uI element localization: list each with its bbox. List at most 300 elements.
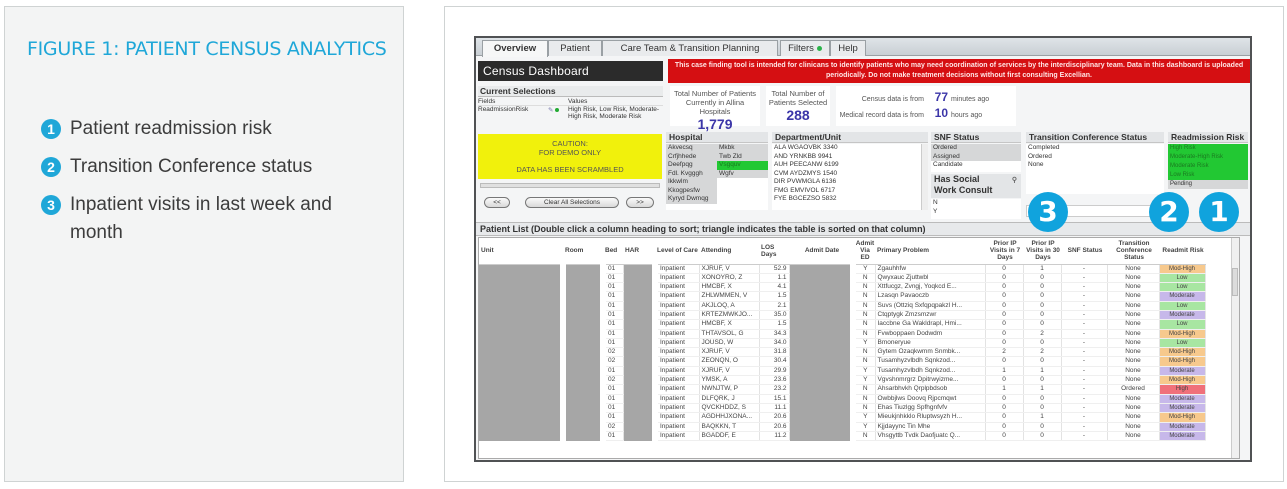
stat-label: Total Number of Patients Currently in Allina Hospitals — [673, 89, 757, 116]
har-cell — [623, 264, 655, 441]
prior-7-cell: 1 — [985, 385, 1023, 394]
los-cell: 35.0 — [759, 310, 789, 319]
risk-badge: Moderate — [1160, 395, 1205, 403]
level-of-care-cell: Inpatient — [655, 422, 699, 431]
transition-cell: None — [1107, 283, 1159, 292]
readmit-risk-cell — [1159, 329, 1205, 338]
transition-cell: None — [1107, 301, 1159, 310]
snf-cell: - — [1061, 264, 1107, 273]
tab-patient[interactable] — [548, 40, 602, 56]
prior-7-cell: 0 — [985, 422, 1023, 431]
primary-problem-cell: Iaccbne Ga Wakldrapl, Hmi... — [875, 320, 985, 329]
selection-row[interactable] — [478, 106, 663, 120]
warning-banner: This case finding tool is intended for clinicans to identify patients who may need coordination of services by the interdisciplinary team. Data in this dashboard is uploaded periodically. Do not make treatment decisions without first consulting Excellian. — [668, 59, 1250, 83]
admit-via-ed-cell: Y — [853, 366, 875, 375]
attending-cell: HMCBF, X — [699, 283, 759, 292]
tab-label: Filters — [788, 43, 814, 54]
transition-cell: None — [1107, 348, 1159, 357]
admit-date-cell — [789, 264, 853, 441]
level-of-care-cell: Inpatient — [655, 264, 699, 273]
selected-patients-stat — [766, 86, 830, 126]
readmission-option-selected[interactable]: Moderate-High Risk — [1168, 153, 1248, 162]
bed-cell: 01 — [603, 273, 623, 282]
primary-problem-cell: Tusamhyzvlbdh Sqnkzod... — [875, 357, 985, 366]
level-of-care-cell: Inpatient — [655, 338, 699, 347]
primary-problem-cell: Vhsgyttb Tvdk Daofjuatc Q... — [875, 431, 985, 440]
hospital-filter-header: Hospital — [666, 132, 768, 143]
prior-7-cell: 1 — [985, 366, 1023, 375]
back-button[interactable]: << — [484, 197, 510, 208]
admit-via-ed-cell: N — [853, 283, 875, 292]
col-header-unit[interactable]: Unit — [479, 238, 563, 264]
department-listbox — [772, 144, 928, 210]
callout-3-icon: 3 — [1028, 192, 1068, 232]
bed-cell: 01 — [603, 310, 623, 319]
transition-option[interactable]: Ordered — [1028, 152, 1052, 160]
prior-30-cell: 1 — [1023, 385, 1061, 394]
los-cell: 52.9 — [759, 264, 789, 273]
hospital-option[interactable]: Ikkwlm — [666, 178, 717, 187]
readmit-risk-cell — [1159, 338, 1205, 347]
attending-cell: THTAVSOL, G — [699, 329, 759, 338]
los-cell: 4.1 — [759, 283, 789, 292]
snf-cell: - — [1061, 422, 1107, 431]
transition-option[interactable]: None — [1028, 161, 1044, 168]
department-option[interactable]: DIR PVWMGLA 6136 — [774, 178, 837, 185]
scrollbar-thumb[interactable] — [1232, 268, 1238, 296]
snf-option[interactable]: Ordered — [931, 144, 1021, 153]
transition-cell: None — [1107, 320, 1159, 329]
snf-cell: - — [1061, 357, 1107, 366]
department-option[interactable]: AND YRNKBB 9941 — [774, 152, 833, 160]
hospital-option[interactable]: Fdl. Kvgggh — [666, 170, 717, 179]
snf-cell: - — [1061, 273, 1107, 282]
prior-7-cell: 0 — [985, 357, 1023, 366]
prior-30-cell: 0 — [1023, 338, 1061, 347]
number-2-badge-icon: 2 — [41, 157, 61, 177]
snf-option[interactable]: Assigned — [931, 153, 1021, 162]
level-of-care-cell: Inpatient — [655, 357, 699, 366]
snf-cell: - — [1061, 320, 1107, 329]
department-option[interactable]: CVM AYDZMYS 1540 — [774, 169, 838, 177]
prior-7-cell: 0 — [985, 431, 1023, 440]
transition-cell: None — [1107, 394, 1159, 403]
snf-cell: - — [1061, 376, 1107, 385]
risk-badge: Moderate — [1160, 367, 1205, 375]
risk-badge: Mod-High — [1160, 376, 1205, 384]
unit-cell — [479, 264, 563, 441]
patient-list-header: Patient List (Double click a column heading to sort; triangle indicates the table is sorted on that column) — [476, 222, 1250, 236]
total-patients-stat — [670, 86, 760, 132]
legend-text: Transition Conference status — [70, 156, 313, 177]
prior-7-cell: 0 — [985, 301, 1023, 310]
bed-cell: 01 — [603, 366, 623, 375]
bed-cell: 01 — [603, 431, 623, 440]
primary-problem-cell: Bmoneryue — [875, 338, 985, 347]
admit-via-ed-cell: Y — [853, 338, 875, 347]
transition-listbox — [1026, 144, 1164, 194]
readmission-filter-header: Readmission Risk — [1168, 132, 1248, 143]
hospital-option-selected[interactable]: Vsgquv — [717, 161, 768, 170]
attending-cell: JOUSD, W — [699, 338, 759, 347]
department-option[interactable]: FYE BGCEZSO 5832 — [774, 195, 837, 202]
active-filter-dot-icon — [817, 46, 822, 51]
risk-badge: Mod-High — [1160, 265, 1205, 273]
los-cell: 23.6 — [759, 376, 789, 385]
readmission-option[interactable]: Pending — [1168, 180, 1248, 189]
col-header-snf[interactable]: SNF Status — [1061, 238, 1107, 264]
los-cell: 23.2 — [759, 385, 789, 394]
transition-filter-header: Transition Conference Status — [1026, 132, 1164, 143]
clear-all-selections-button[interactable]: Clear All Selections — [525, 197, 619, 208]
tab-filters[interactable] — [780, 40, 830, 56]
snf-cell: - — [1061, 348, 1107, 357]
snf-cell: - — [1061, 366, 1107, 375]
level-of-care-cell: Inpatient — [655, 348, 699, 357]
caution-line: FOR DEMO ONLY — [538, 148, 602, 157]
callout-1-icon: 1 — [1199, 192, 1239, 232]
readmit-risk-cell — [1159, 385, 1205, 394]
eraser-icon[interactable]: ✎ — [548, 107, 554, 114]
col-header-level-of-care[interactable]: Level of Care — [655, 238, 699, 264]
prior-7-cell: 0 — [985, 329, 1023, 338]
transition-cell: None — [1107, 357, 1159, 366]
hospital-option[interactable]: Twb Zld — [717, 153, 768, 162]
bed-cell: 01 — [603, 283, 623, 292]
level-of-care-cell: Inpatient — [655, 403, 699, 412]
prior-30-cell: 2 — [1023, 329, 1061, 338]
snf-cell: - — [1061, 385, 1107, 394]
admit-via-ed-cell: N — [853, 329, 875, 338]
table-row[interactable] — [479, 264, 1205, 273]
attending-cell: XJRUF, V — [699, 264, 759, 273]
hospital-col-2 — [717, 144, 768, 178]
col-header-prior-30[interactable]: Prior IP Visits in 30 Days — [1023, 238, 1061, 264]
transition-option[interactable]: Completed — [1028, 144, 1060, 151]
snf-filter-header: SNF Status — [931, 132, 1021, 143]
department-scrollbar[interactable] — [921, 144, 928, 210]
readmit-risk-cell — [1159, 366, 1205, 375]
readmit-risk-cell — [1159, 264, 1205, 273]
hospital-option[interactable]: Deefpqg — [666, 161, 717, 170]
snf-cell: - — [1061, 403, 1107, 412]
tab-care-team[interactable] — [602, 40, 778, 56]
col-header-los[interactable]: LOS Days — [759, 238, 789, 264]
tab-label: Care Team & Transition Planning — [620, 43, 760, 54]
prior-30-cell: 0 — [1023, 283, 1061, 292]
primary-problem-cell: Gytem Ozaqkwmm Snmbk... — [875, 348, 985, 357]
transition-cell: None — [1107, 273, 1159, 282]
census-minutes: 77 — [934, 90, 948, 104]
number-3-badge-icon: 3 — [41, 195, 61, 215]
hospital-option[interactable]: Mkbk — [717, 144, 768, 153]
bed-cell: 02 — [603, 348, 623, 357]
readmit-risk-cell — [1159, 357, 1205, 366]
legend-text: Inpatient visits in last week and month — [70, 194, 332, 243]
attending-cell: ZEONQN, O — [699, 357, 759, 366]
level-of-care-cell: Inpatient — [655, 329, 699, 338]
primary-problem-cell: Ctqptygk Zmzsmzwr — [875, 310, 985, 319]
los-cell: 34.0 — [759, 338, 789, 347]
transition-cell: None — [1107, 413, 1159, 422]
medical-hours: 10 — [934, 106, 948, 120]
risk-badge: Moderate — [1160, 432, 1205, 440]
col-header-prior-7[interactable]: Prior IP Visits in 7 Days — [985, 238, 1023, 264]
figure-caption-panel — [4, 6, 404, 482]
risk-badge: Mod-High — [1160, 348, 1205, 356]
primary-problem-cell: Fvwboppaen Dodwdm — [875, 329, 985, 338]
stat-label: Total Number of Patients Selected — [768, 89, 828, 107]
los-cell: 29.9 — [759, 366, 789, 375]
prior-7-cell: 0 — [985, 310, 1023, 319]
current-selections-table — [478, 98, 663, 120]
level-of-care-cell: Inpatient — [655, 273, 699, 282]
prior-30-cell: 2 — [1023, 348, 1061, 357]
bed-cell: 01 — [603, 320, 623, 329]
readmit-risk-cell — [1159, 273, 1205, 282]
risk-badge: Low — [1160, 302, 1205, 310]
attending-cell: BGADDF, E — [699, 431, 759, 440]
prior-30-cell: 0 — [1023, 310, 1061, 319]
bed-cell: 01 — [603, 413, 623, 422]
legend-list — [41, 115, 371, 257]
attending-cell: XONOYRO, Z — [699, 273, 759, 282]
readmit-risk-cell — [1159, 376, 1205, 385]
admit-via-ed-cell: N — [853, 357, 875, 366]
attending-cell: AKJLOQ, A — [699, 301, 759, 310]
department-option[interactable]: FMG EMVIVOL 6717 — [774, 186, 836, 194]
col-header-room[interactable]: Room — [563, 238, 603, 264]
values-col-header: Values — [568, 98, 588, 105]
risk-badge: Low — [1160, 274, 1205, 282]
admit-via-ed-cell: Y — [853, 376, 875, 385]
prior-30-cell: 0 — [1023, 403, 1061, 412]
admit-via-ed-cell: Y — [853, 264, 875, 273]
header-line: Has Social — [934, 174, 980, 184]
prior-7-cell: 0 — [985, 394, 1023, 403]
admit-via-ed-cell: Y — [853, 422, 875, 431]
risk-badge: Moderate — [1160, 404, 1205, 412]
bed-cell: 01 — [603, 403, 623, 412]
attending-cell: KRTEZMWKJO... — [699, 310, 759, 319]
caution-line: DATA HAS BEEN SCRAMBLED — [516, 165, 624, 174]
bed-cell: 01 — [603, 301, 623, 310]
hospital-option[interactable]: Kyryd Dwmqg — [666, 195, 717, 204]
transition-cell: None — [1107, 310, 1159, 319]
tab-bar — [476, 38, 1250, 56]
prior-30-cell: 0 — [1023, 376, 1061, 385]
tab-help[interactable] — [830, 40, 866, 56]
prior-30-cell: 0 — [1023, 431, 1061, 440]
readmission-option-selected[interactable]: Moderate Risk — [1168, 162, 1248, 171]
dashboard-title: Census Dashboard — [478, 61, 663, 81]
figure-title: FIGURE 1: PATIENT CENSUS ANALYTICS — [27, 38, 387, 60]
risk-badge: Mod-High — [1160, 330, 1205, 338]
los-cell: 31.8 — [759, 348, 789, 357]
prior-30-cell: 1 — [1023, 366, 1061, 375]
caution-notice — [478, 134, 662, 179]
hospital-col-1 — [666, 144, 717, 204]
snf-option[interactable]: Candidate — [933, 161, 963, 168]
transition-cell: None — [1107, 338, 1159, 347]
risk-badge: Low — [1160, 283, 1205, 291]
attending-cell: AGDHHJXONA... — [699, 413, 759, 422]
primary-problem-cell: Lzasqn Pavaoczb — [875, 292, 985, 301]
admit-via-ed-cell: N — [853, 310, 875, 319]
col-header-bed[interactable]: Bed — [603, 238, 623, 264]
los-cell: 11.1 — [759, 403, 789, 412]
level-of-care-cell: Inpatient — [655, 292, 699, 301]
bed-cell: 01 — [603, 385, 623, 394]
header-line: Work Consult — [934, 185, 993, 195]
tab-label: Help — [838, 43, 858, 54]
attending-cell: ZHLWMMEN, V — [699, 292, 759, 301]
level-of-care-cell: Inpatient — [655, 385, 699, 394]
prior-7-cell: 0 — [985, 338, 1023, 347]
hospital-option[interactable]: Wgfv — [717, 170, 768, 179]
census-label: Census data is from — [861, 96, 924, 103]
los-cell: 1.5 — [759, 320, 789, 329]
snf-cell: - — [1061, 394, 1107, 403]
social-work-option[interactable]: N — [933, 199, 938, 206]
admit-via-ed-cell: N — [853, 403, 875, 412]
transition-cell: Ordered — [1107, 385, 1159, 394]
attending-cell: YMSK, A — [699, 376, 759, 385]
patient-list-scrollbar[interactable] — [1231, 238, 1239, 458]
risk-badge: High — [1160, 385, 1205, 393]
risk-badge: Moderate — [1160, 292, 1205, 300]
readmit-risk-cell — [1159, 310, 1205, 319]
legend-item — [41, 115, 371, 143]
readmit-risk-cell — [1159, 403, 1205, 412]
readmission-option-selected[interactable]: Low Risk — [1168, 171, 1248, 180]
risk-badge: Mod-High — [1160, 413, 1205, 421]
prior-7-cell: 0 — [985, 264, 1023, 273]
los-cell: 1.5 — [759, 292, 789, 301]
snf-cell: - — [1061, 301, 1107, 310]
los-cell: 34.3 — [759, 329, 789, 338]
hospital-listbox — [666, 144, 768, 210]
hospital-option[interactable]: Akvecsq — [666, 144, 717, 153]
col-header-har[interactable]: HAR — [623, 238, 655, 264]
hospital-option[interactable]: Crfjhhede — [666, 153, 717, 162]
snf-cell: - — [1061, 329, 1107, 338]
primary-problem-cell: Zgauhhfw — [875, 264, 985, 273]
stat-value: 288 — [786, 107, 810, 123]
risk-badge: Low — [1160, 339, 1205, 347]
primary-problem-cell: Suvs (Ottziq Sxfqpqpakzl H... — [875, 301, 985, 310]
prior-30-cell: 0 — [1023, 301, 1061, 310]
attending-cell: XJRUF, V — [699, 366, 759, 375]
forward-button[interactable]: >> — [626, 197, 654, 208]
hospital-option[interactable]: Kkogpesfw — [666, 187, 717, 196]
risk-badge: Moderate — [1160, 311, 1205, 319]
readmission-option-selected[interactable]: High Risk — [1168, 144, 1248, 153]
los-cell: 15.1 — [759, 394, 789, 403]
level-of-care-cell: Inpatient — [655, 283, 699, 292]
level-of-care-cell: Inpatient — [655, 301, 699, 310]
transition-cell: None — [1107, 403, 1159, 412]
los-cell: 20.6 — [759, 413, 789, 422]
level-of-care-cell: Inpatient — [655, 366, 699, 375]
readmit-risk-cell — [1159, 413, 1205, 422]
current-selections-header: Current Selections — [478, 86, 663, 97]
readmit-risk-cell — [1159, 422, 1205, 431]
bed-cell: 01 — [603, 292, 623, 301]
prior-30-cell: 0 — [1023, 292, 1061, 301]
tab-label: Patient — [560, 43, 590, 54]
fields-col-header: Fields — [478, 98, 496, 105]
social-work-filter-header — [931, 174, 1021, 198]
patient-list-table — [478, 237, 1240, 459]
admit-via-ed-cell: N — [853, 431, 875, 440]
col-header-transition[interactable]: Transition Conference Status — [1107, 238, 1159, 264]
snf-listbox — [931, 144, 1021, 172]
prior-7-cell: 2 — [985, 348, 1023, 357]
col-header-admit-date[interactable]: Admit Date — [789, 238, 853, 264]
department-option[interactable]: AUH PEECANW 6199 — [774, 161, 839, 168]
los-cell: 11.2 — [759, 431, 789, 440]
col-header-primary-problem[interactable]: Primary Problem — [875, 238, 985, 264]
attending-cell: NWNJTW, P — [699, 385, 759, 394]
prior-30-cell: 0 — [1023, 273, 1061, 282]
transition-cell: None — [1107, 376, 1159, 385]
readmit-risk-cell — [1159, 292, 1205, 301]
bed-cell: 02 — [603, 357, 623, 366]
col-header-admit-via-ed[interactable]: Admit Via ED — [853, 238, 875, 264]
col-header-readmit-risk[interactable]: Readmit Risk — [1159, 238, 1205, 264]
primary-problem-cell: Ahsarbhvkh Qrplpbdsob — [875, 385, 985, 394]
primary-problem-cell: Vgvshnmrgrz Dpitrwyizme... — [875, 376, 985, 385]
data-freshness — [836, 86, 1016, 126]
attending-cell: BAQKKN, T — [699, 422, 759, 431]
bed-cell: 02 — [603, 376, 623, 385]
col-header-attending[interactable]: Attending — [699, 238, 759, 264]
bed-cell: 01 — [603, 394, 623, 403]
social-work-option[interactable]: Y — [933, 207, 938, 215]
risk-badge: Moderate — [1160, 423, 1205, 431]
snf-cell: - — [1061, 413, 1107, 422]
primary-problem-cell: Xttfucgz, Zvngj, Yoqkcd E... — [875, 283, 985, 292]
transition-cell: None — [1107, 329, 1159, 338]
tab-overview[interactable] — [482, 40, 548, 57]
readmission-listbox — [1168, 144, 1248, 189]
search-icon[interactable]: ⚲ — [1011, 177, 1017, 184]
department-filter-header: Department/Unit — [772, 132, 928, 143]
los-cell: 2.1 — [759, 301, 789, 310]
transition-cell: None — [1107, 366, 1159, 375]
prior-7-cell: 0 — [985, 376, 1023, 385]
selections-horizontal-scrollbar[interactable] — [480, 183, 660, 188]
attending-cell: QVCKHDDZ, S — [699, 403, 759, 412]
census-dashboard-app — [474, 36, 1252, 462]
level-of-care-cell: Inpatient — [655, 431, 699, 440]
tab-label: Overview — [493, 43, 537, 54]
readmit-risk-cell — [1159, 348, 1205, 357]
admit-via-ed-cell: N — [853, 301, 875, 310]
admit-via-ed-cell: N — [853, 385, 875, 394]
snf-cell: - — [1061, 283, 1107, 292]
transition-cell: None — [1107, 264, 1159, 273]
stat-value: 1,779 — [697, 116, 733, 132]
prior-7-cell: 0 — [985, 273, 1023, 282]
prior-7-cell: 0 — [985, 283, 1023, 292]
department-option[interactable]: ALA WGAOVBK 3340 — [774, 144, 838, 151]
attending-cell: DLFQRK, J — [699, 394, 759, 403]
readmit-risk-cell — [1159, 431, 1205, 440]
medical-unit: hours ago — [951, 112, 983, 119]
snf-cell: - — [1061, 431, 1107, 440]
